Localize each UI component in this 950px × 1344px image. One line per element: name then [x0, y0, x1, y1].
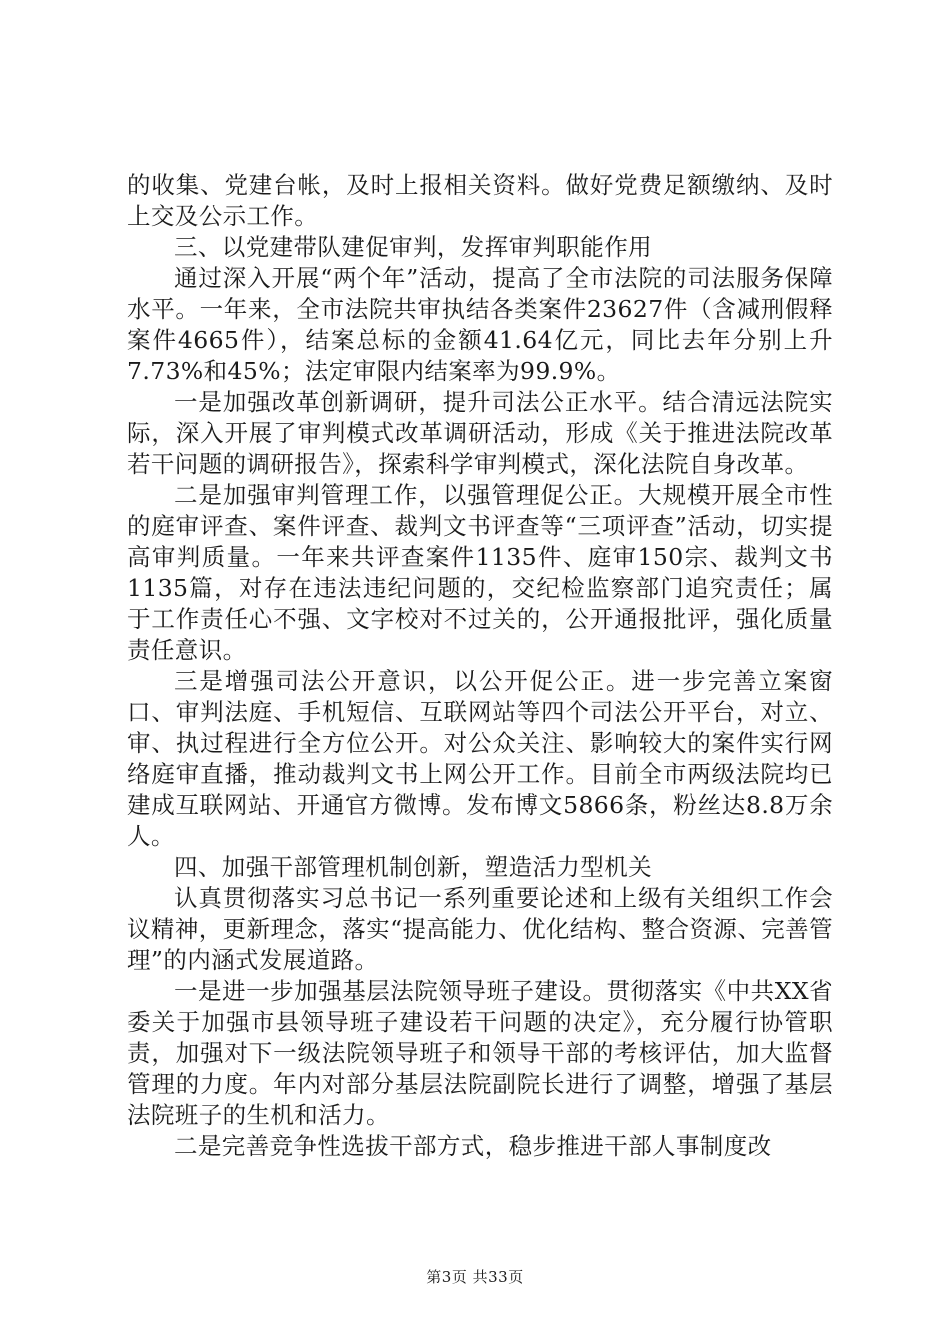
- section-heading: 四、加强干部管理机制创新，塑造活力型机关: [174, 853, 652, 881]
- paragraph: 通过深入开展“两个年”活动，提高了全市法院的司法服务保障水平。一年来，全市法院共审执结各类案件23627件（含减刑假释案件4665件），结案总标的金额41.64亿元，同比去年分别上升7.73%和45%；法定审限内结案率为99.9%。: [127, 264, 833, 385]
- section-heading: 三、以党建带队建促审判，发挥审判职能作用: [174, 233, 652, 261]
- document-body: [127, 170, 833, 1162]
- paragraph: 二是完善竞争性选拔干部方式，稳步推进干部人事制度改: [174, 1132, 772, 1160]
- paragraph: 一是进一步加强基层法院领导班子建设。贯彻落实《中共XX省委关于加强市县领导班子建设若干问题的决定》，充分履行协管职责，加强对下一级法院领导班子和领导干部的考核评估，加大监督管理的力度。年内对部分基层法院副院长进行了调整，增强了基层法院班子的生机和活力。: [127, 977, 833, 1129]
- paragraph: 认真贯彻落实习总书记一系列重要论述和上级有关组织工作会议精神，更新理念，落实“提高能力、优化结构、整合资源、完善管理”的内涵式发展道路。: [127, 884, 833, 974]
- paragraph: 一是加强改革创新调研，提升司法公正水平。结合清远法院实际，深入开展了审判模式改革调研活动，形成《关于推进法院改革若干问题的调研报告》，探索科学审判模式，深化法院自身改革。: [127, 388, 833, 478]
- page-number-footer: 第3页 共33页: [426, 1268, 524, 1286]
- paragraph: 的收集、党建台帐，及时上报相关资料。做好党费足额缴纳、及时上交及公示工作。: [127, 171, 833, 230]
- paragraph: 二是加强审判管理工作，以强管理促公正。大规模开展全市性的庭审评查、案件评查、裁判文书评查等“三项评查”活动，切实提高审判质量。一年来共评查案件1135件、庭审150宗、裁判文书1135篇，对存在违法违纪问题的，交纪检监察部门追究责任；属于工作责任心不强、文字校对不过关的，公开通报批评，强化质量责任意识。: [127, 481, 833, 664]
- paragraph: 三是增强司法公开意识，以公开促公正。进一步完善立案窗口、审判法庭、手机短信、互联网站等四个司法公开平台，对立、审、执过程进行全方位公开。对公众关注、影响较大的案件实行网络庭审直播，推动裁判文书上网公开工作。目前全市两级法院均已建成互联网站、开通官方微博。发布博文5866条，粉丝达8.8万余人。: [127, 667, 833, 850]
